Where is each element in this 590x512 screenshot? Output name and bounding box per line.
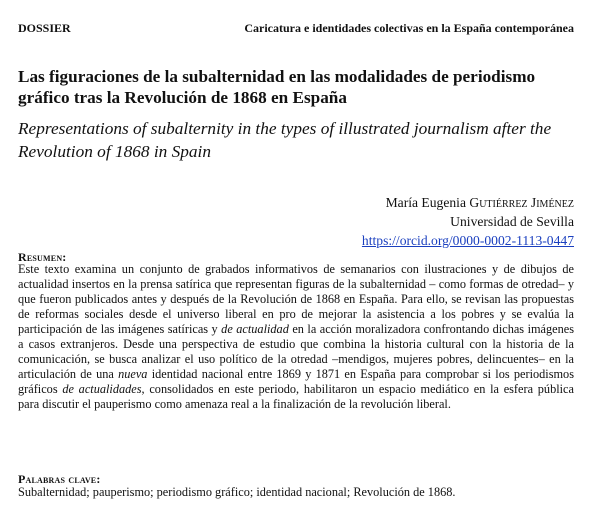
- author-block: [362, 193, 574, 250]
- orcid-link[interactable]: https://orcid.org/0000-0002-1113-0447: [361, 233, 574, 248]
- paper-page: [18, 0, 574, 512]
- running-header: [18, 21, 574, 36]
- article-title-spanish: Las figuraciones de la subalternidad en las modalidades de periodismo gráfico tras la Revolución de 1868 en España: [18, 67, 536, 107]
- author-surname: Gutiérrez Jiménez: [469, 195, 574, 210]
- author-given-name: María Eugenia: [385, 195, 466, 210]
- article-title-english: Representations of subalternity in the types of illustrated journalism after the Revolution of 1868 in Spain: [18, 119, 552, 161]
- keywords-text: Subalternidad; pauperismo; periodismo gráfico; identidad nacional; Revolución de 1868.: [18, 485, 456, 499]
- abstract-part-4: , consolidados en este periodo, habilitaron un espacio mediático en la esfera pública para discutir el pauperismo como amenaza real a la finalización de la revolución liberal.: [18, 382, 574, 412]
- keywords-label: Palabras clave:: [18, 472, 101, 486]
- abstract-text: [18, 262, 574, 412]
- abstract-part-2: en la acción moralizadora confrontando dichas imágenes a casos extranjeros. Desde una perspectiva de estudio que combina la historia cultural con la historia de la comunicación, se busca analizar el uso político de la otredad –mendigos, mujeres pobres, delincuentes– en la articulación de una: [18, 322, 575, 382]
- abstract-label: Resumen:: [18, 250, 67, 264]
- abstract-emphasis-2: nueva: [118, 367, 148, 382]
- header-section: DOSSIER: [18, 21, 71, 35]
- abstract-emphasis-3: de actualidades: [62, 382, 142, 397]
- abstract-emphasis-1: de actualidad: [221, 322, 289, 337]
- abstract-part-1: Este texto examina un conjunto de grabados informativos de semanarios con ilustraciones y de dibujos de actualidad insertos en la prensa satírica que representan figuras de la subalternidad – como formas de otredad– y que fueron publicados antes y después de la Revolución de 1868 en España. Para ello, se revisan las propuestas de reformas sociales desde el universo liberal en pro de mejorar la asistencia a los pobres y se evalúa la participación de las imágenes satíricas y: [18, 262, 574, 337]
- header-journal-title: Caricatura e identidades colectivas en la España contemporánea: [244, 21, 574, 35]
- author-affiliation: Universidad de Sevilla: [450, 214, 574, 229]
- abstract-part-3: identidad nacional entre 1869 y 1871 en España para comprobar si los periodismos gráficos: [18, 367, 574, 397]
- author-name: [362, 193, 574, 212]
